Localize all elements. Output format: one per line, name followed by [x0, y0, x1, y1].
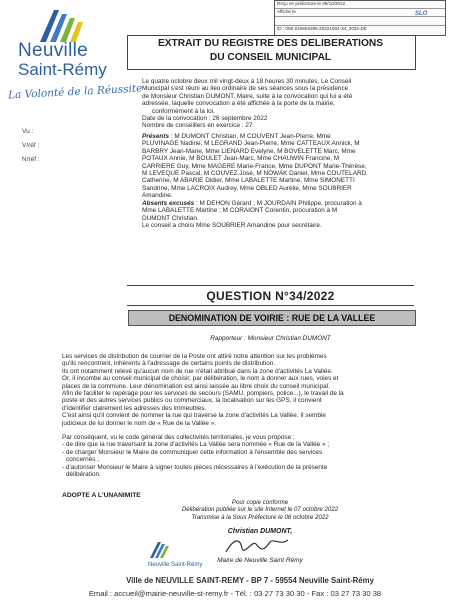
brand-name-line2: Saint-Rémy [18, 60, 107, 79]
absents-line: DUMONT Christian. [142, 214, 199, 222]
subject-banner: DENOMINATION DE VOIRIE : RUE DE LA VALLEE [128, 310, 416, 326]
brand-slogan: La Volonté de la Réussite [7, 82, 143, 102]
handwritten-signature-icon [222, 534, 292, 558]
margin-nref-label: N/réf : [22, 156, 40, 163]
body-line: qu'ils rencontrent, inhérents à l'adressage de certains points de distribution. [62, 360, 276, 368]
presents-line: M LEVEQUE Pascal, M COUVEZ José, M NOWAK Daniel, Mme COUTELARD [142, 170, 367, 178]
intro-line: Le quatre octobre deux mil vingt-deux à 18 heures 30 minutes, Le Conseil [142, 78, 352, 85]
secretary-line: Le conseil a choisi Mme SOUBRIER Amandine pour secrétaire. [142, 222, 322, 230]
seal-text: Neuville Saint-Rémy [148, 562, 203, 568]
stamp-spacer [275, 17, 445, 26]
body-paragraph [62, 353, 417, 427]
footer-address: Ville de NEUVILLE SAINT-REMY - BP 7 - 59554 Neuville Saint-Rémy [126, 576, 374, 585]
presents-line: PLUVINAGE Nadine, M LEGRAND Jean-Pierre, Mme CATTEAUX Annick, M [142, 140, 360, 148]
margin-vu-label: Vu : [22, 128, 34, 135]
prefecture-receipt-stamp [274, 0, 446, 36]
certification-line: Pour copie conforme [231, 499, 289, 506]
stamp-id-line: ID : 059-215904285-20221004-34_2022-DE [277, 26, 367, 31]
body-line: Or, il incombe au conseil municipal de choisir, par délibération, le nom à donner aux rues, voies et [62, 375, 339, 383]
presents-line: Amandine. [142, 192, 173, 200]
divider [127, 305, 414, 306]
decision-line: concernés ; [66, 456, 100, 464]
margin-vref-label: V/réf : [22, 142, 40, 149]
presents-line: BARBRY Jean-Marie, Mme LIENARD Evelyne, M BOVELETTE Marc, Mme [142, 147, 356, 155]
intro-line: de Monsieur Christian DUMONT, Maire, suite à la convocation qui lui a été [142, 92, 353, 100]
town-logo-icon [36, 6, 91, 44]
body-line: Afin de faciliter le repérage pour les services de secours (SAMU, pompiers, police...), le travail de la [62, 390, 344, 398]
body-line: poste et des autres services publics ou commerciaux, la localisation sur les GPS, il convient [62, 397, 322, 405]
divider [127, 285, 414, 286]
certification-line: Délibération publiée sur le site Internet le 07 octobre 2022 [181, 506, 339, 514]
stamp-received-line: Reçu en préfecture le 06/10/2022 [275, 1, 445, 9]
presents-line: Sandrine, Mme LACROIX Audrey, Mme OBLED Aurélie, Mme SOUBRIER [142, 184, 352, 192]
brand-name-line1: Neuville [18, 40, 88, 61]
stamp-logo: SLO [415, 11, 428, 17]
body-line: Les services de distribution de courrier de la Poste ont attiré notre attention sur les problèmes [62, 353, 327, 360]
signatory-name: Christian DUMONT, [227, 528, 293, 535]
absents-block [142, 200, 416, 230]
presents-line: : M DUMONT Christian, M COUVENT Jean-Pierre, Mme [169, 133, 331, 140]
body-line: places de la commune. Leur dénomination est ainsi laissée au libre choix du conseil municipal. [62, 382, 330, 390]
intro-line: Municipal s'est réuni au lieu ordinaire de ses séances sous la présidence [142, 85, 349, 93]
body-line: judicieux de lui donner le nom de « Rue de la Vallée ». [62, 419, 217, 427]
footer-contact: Email : accueil@mairie-neuville-st-remy.fr - Tél. : 03 27 73 30 30 - Fax : 03 27 73 30 38 [88, 589, 382, 598]
presents-line: Catherine, M ABARIE Didier, Mme LABALETTE Martine, Mme SIMONETTI [142, 177, 355, 185]
certification-block [160, 499, 360, 521]
body-line: C'est ainsi qu'il convient de nommer la rue qui traverse la zone d'activités La Vallée. Il semble [62, 412, 326, 420]
decision-line: - d'autoriser Monsieur le Maire à signer toutes pièces nécessaires à l'exécution de la présente [62, 463, 328, 471]
intro-paragraph [142, 78, 416, 130]
intro-line: conformément à la loi. [152, 107, 215, 115]
convocation-date: Date de la convocation : 26 septembre 2022 [142, 115, 268, 123]
absents-line: : M DEHON Gérard ; M JOURDAIN Philippe, procuration à [194, 200, 362, 207]
body-line: Ils ont notamment relevé qu'aucun nom de rue n'était attribué dans la zone d'activités La Vallée. [62, 367, 333, 375]
decision-line: - de dire que la rue traversant la zone d'activités La Vallée sera nommée « Rue de la Vallée » ; [62, 441, 330, 449]
decision-line: Par conséquent, vu le code général des collectivités territoriales, je vous propose : [62, 434, 295, 441]
presents-line: POTAUX Annie, M BOULET Jean-Marc, Mme CHAUWIN Francine, M [142, 155, 340, 163]
body-line: d'identifier clairement les adresses des immeubles. [62, 404, 207, 412]
decision-line: - de charger Monsieur le Maire de communiquer cette information à l'ensemble des services [62, 448, 323, 456]
signatory-role: Maire de Neuville Saint Rémy [217, 557, 303, 564]
absents-label: Absents excusés [142, 200, 195, 207]
decision-line: délibération. [66, 471, 101, 479]
intro-line: adressée, laquelle convocation a été affichée à la porte de la mairie, [142, 100, 335, 108]
header-title-line1: EXTRAIT DU REGISTRE DES DELIBERATIONS [157, 38, 384, 49]
header-title-line2: DU CONSEIL MUNICIPAL [209, 52, 332, 63]
presents-block [142, 133, 416, 200]
question-number: QUESTION N°34/2022 [206, 289, 335, 303]
vote-result: ADOPTE A L'UNANIMITE [62, 492, 141, 499]
presents-label: Présents [142, 133, 169, 140]
absents-line: Mme LABALETTE Martine ; M CORAIONT Corentin, procuration à M [142, 207, 338, 215]
presents-line: CARRIERE Guy, Mme MAGERE Marie-France, Mme DUPONT Marie-Thérèse, [142, 162, 367, 170]
decision-block [62, 434, 417, 478]
town-seal-icon [140, 532, 225, 570]
councillor-count: Nombre de conseillers en exercice : 27 [142, 122, 253, 130]
stamp-posted-line: Affiché le [275, 9, 445, 17]
certification-line: Transmise à la Sous Préfecture le 06 octobre 2022 [191, 513, 329, 521]
rapporteur-line: Rapporteur : Monsieur Christian DUMONT [210, 335, 331, 342]
